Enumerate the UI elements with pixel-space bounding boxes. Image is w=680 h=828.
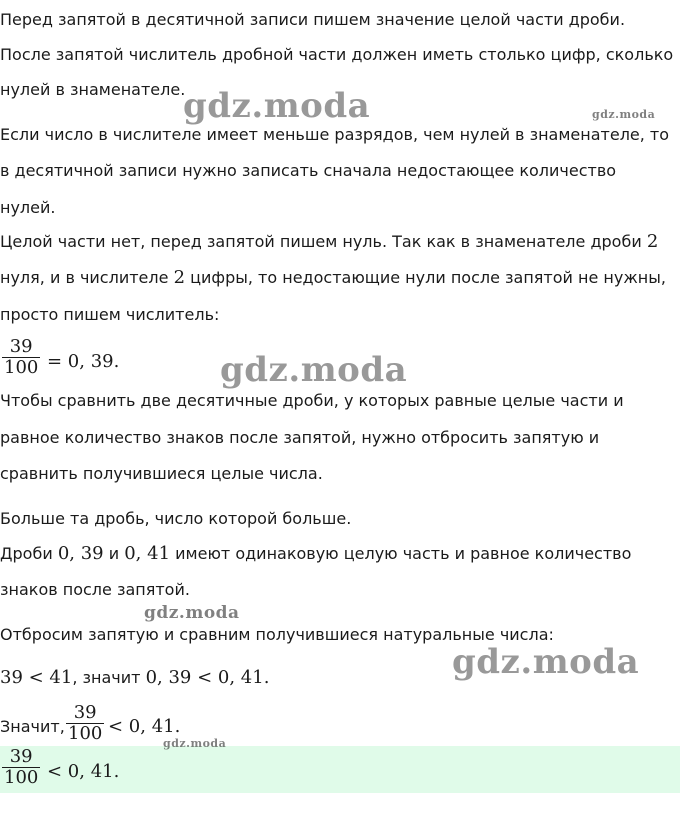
math-expression: = 0, 39. <box>47 351 120 372</box>
text-line: знаков после запятой. <box>0 580 190 599</box>
text-segment: имеют одинаковую целую часть и равное количество <box>175 544 632 563</box>
text-line: нулей в знаменателе. <box>0 80 186 99</box>
text-line: Чтобы сравнить две десятичные дроби, у которых равные целые части и <box>0 391 624 410</box>
text-line: равное количество знаков после запятой, нужно отбросить запятую и <box>0 428 600 447</box>
fraction-numerator: 39 <box>9 746 33 767</box>
fraction-numerator: 39 <box>9 336 33 357</box>
answer-expression: < 0, 41. <box>47 761 120 782</box>
text-line: Значит, <box>0 717 65 736</box>
text-segment: Дроби <box>0 544 53 563</box>
watermark: gdz.moda <box>144 603 240 623</box>
text-segment: Целой части нет, перед запятой пишем нуль. Так как в знаменателе дроби <box>0 232 642 251</box>
math-number: 2 <box>173 267 186 288</box>
text-line: нулей. <box>0 198 56 217</box>
text-line: просто пишем числитель: <box>0 305 220 324</box>
fraction <box>2 337 40 378</box>
text-line: Больше та дробь, число которой больше. <box>0 509 352 528</box>
text-segment: и <box>108 544 120 563</box>
fraction-denominator: 100 <box>68 723 103 744</box>
math-number: 0, 41 <box>124 543 171 564</box>
fraction <box>66 703 104 744</box>
math-expression: < 0, 41. <box>108 716 181 737</box>
watermark: gdz.moda <box>452 642 640 682</box>
fraction-numerator: 39 <box>73 702 97 723</box>
math-number: 0, 39 <box>57 543 104 564</box>
math-number: 2 <box>646 231 659 252</box>
text-line <box>0 668 269 688</box>
watermark: gdz.moda <box>220 350 408 390</box>
text-line <box>0 232 658 252</box>
answer-fraction <box>2 747 40 788</box>
text-line: в десятичной записи нужно записать сначала недостающее количество <box>0 161 617 180</box>
text-segment: цифры, то недостающие нули после запятой не нужны, <box>190 268 666 287</box>
watermark: gdz.moda <box>183 86 371 126</box>
text-line <box>0 268 666 288</box>
text-line: После запятой числитель дробной части должен иметь столько цифр, сколько <box>0 45 674 64</box>
text-segment: , значит <box>72 668 141 687</box>
text-line <box>0 544 631 564</box>
math-expression: 0, 39 < 0, 41. <box>145 667 270 688</box>
text-line: Перед запятой в десятичной записи пишем значение целой части дроби. <box>0 10 626 29</box>
math-expression: 39 < 41 <box>0 667 73 688</box>
fraction-denominator: 100 <box>4 357 39 378</box>
text-line: сравнить получившиеся целые числа. <box>0 464 323 483</box>
watermark: gdz.moda <box>163 737 227 750</box>
text-line: Если число в числителе имеет меньше разрядов, чем нулей в знаменателе, то <box>0 125 670 144</box>
text-line: Отбросим запятую и сравним получившиеся натуральные числа: <box>0 625 554 644</box>
watermark: gdz.moda <box>592 108 656 121</box>
fraction-denominator: 100 <box>4 767 39 788</box>
text-segment: нуля, и в числителе <box>0 268 169 287</box>
